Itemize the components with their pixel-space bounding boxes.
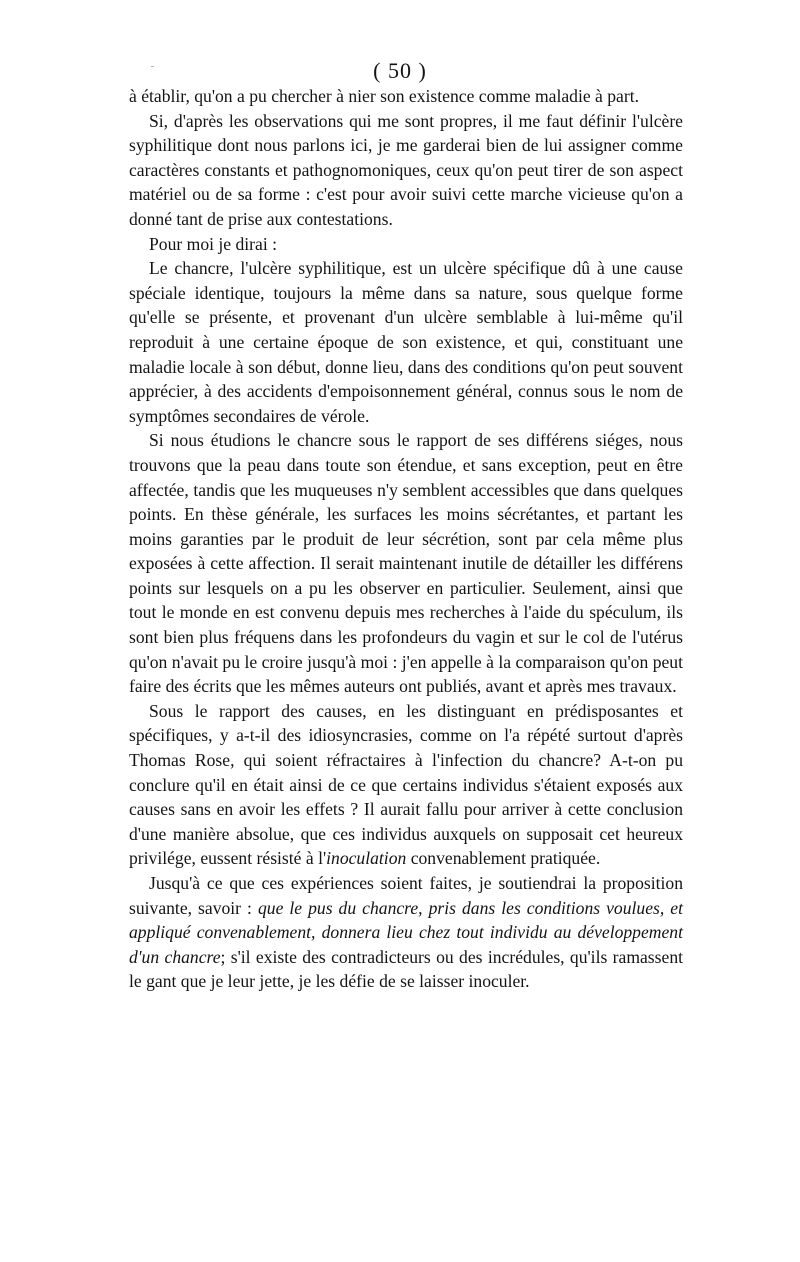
italic-proposition: que le pus du chancre, pris dans les conditions voulues, et appliqué convenablement, donnera lieu chez tout individu au développement d'un chancre [129,897,683,967]
text-run: Sous le rapport des causes, en les distinguant en prédisposantes et spécifiques, y a-t-il des idiosyncrasies, comme on l'a répété surtout d'après Thomas Rose, qui soient réfractaires à l'infection du chancre? A-t-on pu conclure qu'il en était ainsi de ce que certains individus s'étaient exposés aux causes sans en avoir les effets ? Il aurait fallu pour arriver à cette conclusion d'une manière absolue, que ces individus auxquels on supposait cet heureux privilége, eussent résisté à l' [129,700,683,869]
italic-term: inoculation [326,848,407,869]
text-run: Le chancre, l'ulcère syphilitique, est un ulcère spécifique dû à une cause spéciale identique, toujours la même dans sa nature, sous quelque forme qu'elle se présente, et provenant d'un ulcère semblable à lui-même qu'il reproduit à une certaine époque de son existence, et qui, constituant une maladie locale à son début, donne lieu, dans des conditions qu'on peut souvent apprécier, à des accidents d'empoisonnement général, connus sous le nom de symptômes secondaires de vérole. [129,258,683,426]
paragraph-sieges [129,428,683,699]
paragraph-causes [129,699,683,871]
paragraph-pour-moi [129,232,683,257]
paragraph-chancre-definition [129,256,683,428]
paragraph-proposition [129,871,683,994]
text-run: ; s'il existe des contradicteurs ou des incrédules, qu'ils ramassent le gant que je leur jette, je les défie de se laisser inoculer. [129,946,683,992]
text-run: Pour moi je dirai : [149,233,278,254]
paragraph-continued [129,84,683,109]
text-run: à établir, qu'on a pu chercher à nier son existence comme maladie à part. [129,86,640,106]
paragraph-definition-intro [129,109,683,232]
text-run: convenablement pratiquée. [406,848,601,869]
body-text [129,84,683,994]
text-run: Si nous étudions le chancre sous le rapport de ses différens siéges, nous trouvons que la peau dans toute son étendue, et sans exception, peut en être affectée, tandis que les muqueuses n'y semblent accessibles que dans quelques points. En thèse générale, les surfaces les moins sécrétantes, et partant les moins garanties par le produit de leur sécrétion, sont par cela même plus exposées à cette affection. Il serait maintenant inutile de détailler les différens points sur lesquels on a pu les observer en particulier. Seulement, ainsi que tout le monde en est convenu depuis mes recherches à l'aide du spéculum, ils sont bien plus fréquens dans les profondeurs du vagin et sur le col de l'utérus qu'on n'avait pu le croire jusqu'à moi : j'en appelle à la comparaison qu'on peut faire des écrits que les mêmes auteurs ont publiés, avant et après mes travaux. [129,430,683,697]
text-run: Jusqu'à ce que ces expériences soient faites, je soutiendrai la proposition suivante, savoir : [129,873,683,918]
page-number: ( 50 ) [373,58,427,83]
text-run: Si, d'après les observations qui me sont propres, il me faut définir l'ulcère syphilitique dont nous parlons ici, je me garderai bien de lui assigner comme caractères constants et pathognomoniques, ceux qu'on peut tirer de son aspect matériel ou de sa forme : c'est pour avoir suivi cette marche vicieuse qu'on a donné tant de prise aux contestations. [129,110,683,229]
